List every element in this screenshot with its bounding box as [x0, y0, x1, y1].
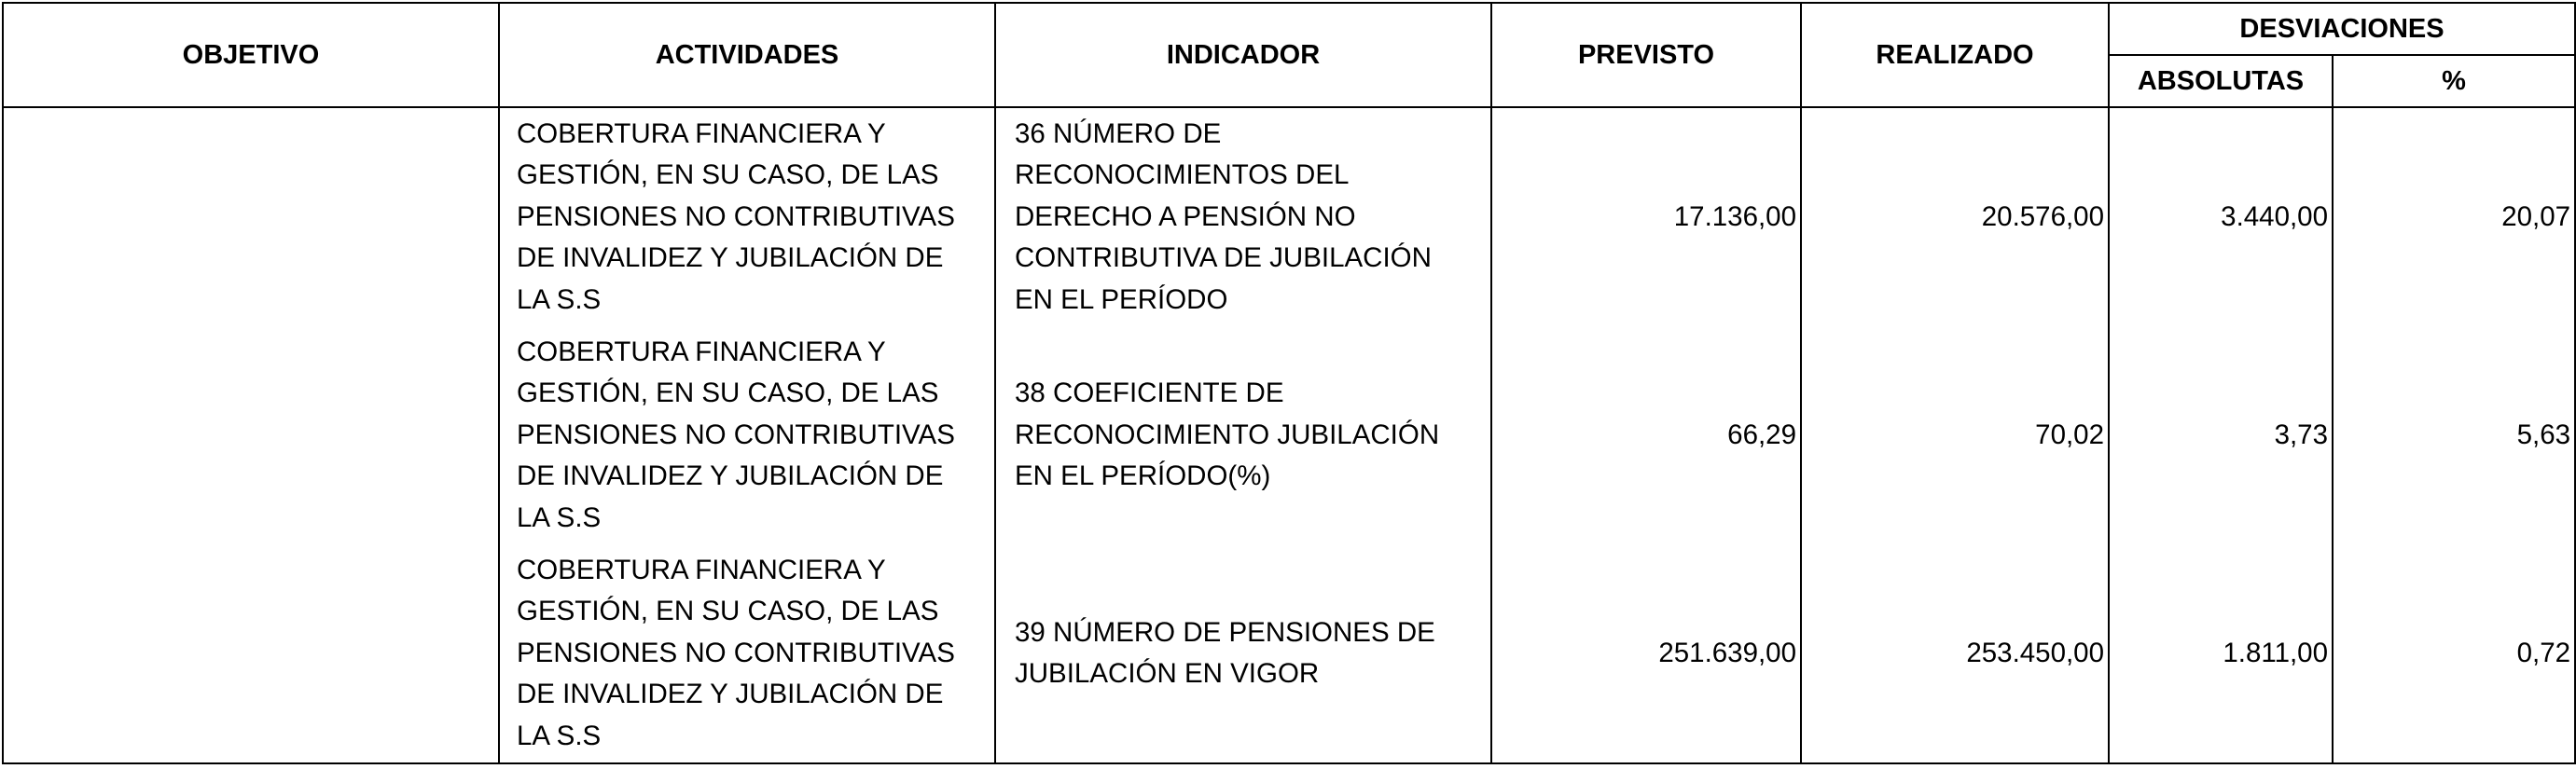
cell-indicador: 38 COEFICIENTE DE RECONOCIMIENTO JUBILACIÓN EN EL PERÍODO(%)	[995, 326, 1491, 544]
cell-realizado: 70,02	[1801, 326, 2109, 544]
cell-absolutas: 3,73	[2109, 326, 2333, 544]
cell-absolutas: 3.440,00	[2109, 107, 2333, 326]
cell-actividades: COBERTURA FINANCIERA Y GESTIÓN, EN SU CASO, DE LAS PENSIONES NO CONTRIBUTIVAS DE INVALIDEZ Y JUBILACIÓN DE LA S.S	[499, 326, 995, 544]
cell-previsto: 17.136,00	[1491, 107, 1801, 326]
cell-objetivo	[3, 107, 499, 326]
cell-porcentaje: 0,72	[2333, 544, 2575, 763]
cell-porcentaje: 5,63	[2333, 326, 2575, 544]
cell-porcentaje: 20,07	[2333, 107, 2575, 326]
header-porcentaje: %	[2333, 55, 2575, 107]
cell-indicador: 39 NÚMERO DE PENSIONES DE JUBILACIÓN EN VIGOR	[995, 544, 1491, 763]
header-row	[3, 3, 2575, 55]
cell-actividades: COBERTURA FINANCIERA Y GESTIÓN, EN SU CASO, DE LAS PENSIONES NO CONTRIBUTIVAS DE INVALIDEZ Y JUBILACIÓN DE LA S.S	[499, 107, 995, 326]
cell-previsto: 251.639,00	[1491, 544, 1801, 763]
cell-absolutas: 1.811,00	[2109, 544, 2333, 763]
table-row	[3, 107, 2575, 326]
cell-previsto: 66,29	[1491, 326, 1801, 544]
indicators-table	[2, 2, 2576, 764]
header-indicador: INDICADOR	[995, 3, 1491, 107]
cell-indicador: 36 NÚMERO DE RECONOCIMIENTOS DEL DERECHO A PENSIÓN NO CONTRIBUTIVA DE JUBILACIÓN EN EL PERÍODO	[995, 107, 1491, 326]
header-absolutas: ABSOLUTAS	[2109, 55, 2333, 107]
header-actividades: ACTIVIDADES	[499, 3, 995, 107]
cell-realizado: 253.450,00	[1801, 544, 2109, 763]
cell-objetivo	[3, 326, 499, 544]
cell-objetivo	[3, 544, 499, 763]
header-desviaciones: DESVIACIONES	[2109, 3, 2575, 55]
header-realizado: REALIZADO	[1801, 3, 2109, 107]
cell-realizado: 20.576,00	[1801, 107, 2109, 326]
table-row	[3, 326, 2575, 544]
header-previsto: PREVISTO	[1491, 3, 1801, 107]
header-objetivo: OBJETIVO	[3, 3, 499, 107]
table-row	[3, 544, 2575, 763]
cell-actividades: COBERTURA FINANCIERA Y GESTIÓN, EN SU CASO, DE LAS PENSIONES NO CONTRIBUTIVAS DE INVALIDEZ Y JUBILACIÓN DE LA S.S	[499, 544, 995, 763]
